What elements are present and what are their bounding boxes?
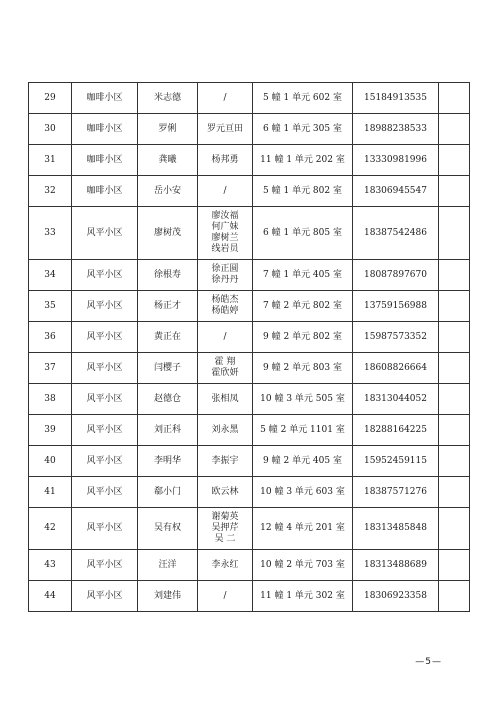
family-member-name: 杨邦勇 [211,154,239,165]
notes-cell [439,207,470,260]
notes-cell [439,550,470,581]
table-row [29,83,470,114]
community-cell: 风平小区 [72,322,138,353]
table-row [29,415,470,446]
family-member-name: 欧云林 [211,486,239,497]
household-head-cell: 刘建伟 [138,581,198,612]
notes-cell [439,415,470,446]
address-cell: 10 幢 3 单元 603 室 [253,477,353,508]
table-row [29,322,470,353]
row-number-cell: 39 [29,415,72,446]
family-member-name: / [223,331,227,342]
family-member-name: 徐丹丹 [211,275,239,285]
table-row [29,353,470,384]
family-member-name: 吴押芹 [211,523,239,533]
notes-cell [439,291,470,322]
household-head-cell: 李明华 [138,446,198,477]
family-member-name: 霍 翔 [214,357,236,367]
family-members-cell [198,145,253,176]
notes-cell [439,114,470,145]
community-cell: 风平小区 [72,508,138,550]
family-member-name: 廖树兰 [211,233,239,243]
row-number-cell: 31 [29,145,72,176]
table-body [29,83,470,612]
notes-cell [439,322,470,353]
table-row [29,477,470,508]
family-members-cell [198,384,253,415]
family-members-cell [198,260,253,291]
row-number-cell: 44 [29,581,72,612]
phone-cell: 18288164225 [353,415,439,446]
family-member-name: 线岩员 [211,244,239,254]
row-number-cell: 42 [29,508,72,550]
row-number-cell: 29 [29,83,72,114]
family-member-name: 杨皓杰 [211,295,239,305]
row-number-cell: 43 [29,550,72,581]
family-member-name: / [223,92,227,103]
community-cell: 风平小区 [72,581,138,612]
phone-cell: 18608826664 [353,353,439,384]
phone-cell: 15184913535 [353,83,439,114]
notes-cell [439,176,470,207]
household-head-cell: 吴有权 [138,508,198,550]
family-members-cell [198,477,253,508]
family-members-cell [198,83,253,114]
row-number-cell: 30 [29,114,72,145]
community-cell: 咖啡小区 [72,145,138,176]
row-number-cell: 36 [29,322,72,353]
row-number-cell: 34 [29,260,72,291]
family-members-cell [198,114,253,145]
row-number-cell: 38 [29,384,72,415]
household-head-cell: 黄正在 [138,322,198,353]
address-cell: 9 幢 2 单元 802 室 [253,322,353,353]
community-cell: 风平小区 [72,477,138,508]
family-member-name: 吴 二 [214,534,236,544]
family-member-name: 廖汝福 [211,211,239,221]
address-cell: 5 幢 1 单元 602 室 [253,83,353,114]
household-head-cell: 岳小安 [138,176,198,207]
household-head-cell: 廖树茂 [138,207,198,260]
row-number-cell: 32 [29,176,72,207]
household-head-cell: 米志德 [138,83,198,114]
address-cell: 5 幢 2 单元 1101 室 [253,415,353,446]
phone-cell: 15952459115 [353,446,439,477]
table-row [29,176,470,207]
page-number: —5— [415,657,442,667]
family-member-name: 谢菊英 [211,512,239,522]
phone-cell: 13759156988 [353,291,439,322]
household-head-cell: 汪洋 [138,550,198,581]
family-members-cell [198,550,253,581]
notes-cell [439,477,470,508]
family-member-name: 李永红 [211,559,239,570]
family-members-cell [198,508,253,550]
family-members-cell [198,415,253,446]
family-member-name: 霍欣妍 [211,368,239,378]
community-cell: 风平小区 [72,260,138,291]
row-number-cell: 40 [29,446,72,477]
community-cell: 风平小区 [72,415,138,446]
community-cell: 风平小区 [72,207,138,260]
table-row [29,260,470,291]
row-number-cell: 37 [29,353,72,384]
family-member-name: 徐正圆 [211,264,239,274]
phone-cell: 18306923358 [353,581,439,612]
family-members-cell [198,291,253,322]
family-members-cell [198,446,253,477]
phone-cell: 18087897670 [353,260,439,291]
household-head-cell: 刘正科 [138,415,198,446]
notes-cell [439,353,470,384]
table-row [29,145,470,176]
phone-cell: 18387542486 [353,207,439,260]
table-row [29,550,470,581]
family-member-name: / [223,185,227,196]
row-number-cell: 41 [29,477,72,508]
community-cell: 风平小区 [72,291,138,322]
table-row [29,207,470,260]
notes-cell [439,83,470,114]
address-cell: 6 幢 1 单元 305 室 [253,114,353,145]
phone-cell: 15987573352 [353,322,439,353]
address-cell: 9 幢 2 单元 803 室 [253,353,353,384]
family-members-cell [198,581,253,612]
household-head-cell: 郗小门 [138,477,198,508]
family-members-cell [198,353,253,384]
address-cell: 11 幢 1 单元 202 室 [253,145,353,176]
address-cell: 6 幢 1 单元 805 室 [253,207,353,260]
row-number-cell: 33 [29,207,72,260]
household-table [28,82,470,612]
household-head-cell: 徐根寿 [138,260,198,291]
household-head-cell: 闫樱子 [138,353,198,384]
notes-cell [439,260,470,291]
family-member-name: 何广妹 [211,222,239,232]
address-cell: 7 幢 2 单元 802 室 [253,291,353,322]
family-member-name: / [223,590,227,601]
family-member-name: 张相凤 [211,393,239,404]
community-cell: 风平小区 [72,550,138,581]
community-cell: 风平小区 [72,384,138,415]
table-row [29,446,470,477]
notes-cell [439,384,470,415]
table-row [29,508,470,550]
notes-cell [439,446,470,477]
phone-cell: 18313044052 [353,384,439,415]
community-cell: 风平小区 [72,446,138,477]
address-cell: 7 幢 1 单元 405 室 [253,260,353,291]
family-member-name: 李振宇 [211,455,239,466]
family-members-cell [198,176,253,207]
table-row [29,581,470,612]
table-row [29,384,470,415]
address-cell: 9 幢 2 单元 405 室 [253,446,353,477]
phone-cell: 18313485848 [353,508,439,550]
phone-cell: 18387571276 [353,477,439,508]
family-member-name: 杨皓婷 [211,306,239,316]
phone-cell: 18988238533 [353,114,439,145]
phone-cell: 13330981996 [353,145,439,176]
community-cell: 咖啡小区 [72,176,138,207]
family-members-cell [198,322,253,353]
phone-cell: 18313488689 [353,550,439,581]
community-cell: 风平小区 [72,353,138,384]
household-head-cell: 杨正才 [138,291,198,322]
notes-cell [439,508,470,550]
notes-cell [439,581,470,612]
family-member-name: 刘永黑 [211,424,239,435]
address-cell: 5 幢 1 单元 802 室 [253,176,353,207]
phone-cell: 18306945547 [353,176,439,207]
table-row [29,114,470,145]
household-head-cell: 龚曦 [138,145,198,176]
table-row [29,291,470,322]
address-cell: 10 幢 2 单元 703 室 [253,550,353,581]
family-members-cell [198,207,253,260]
row-number-cell: 35 [29,291,72,322]
notes-cell [439,145,470,176]
household-head-cell: 赵德仓 [138,384,198,415]
address-cell: 10 幢 3 单元 505 室 [253,384,353,415]
community-cell: 咖啡小区 [72,83,138,114]
community-cell: 咖啡小区 [72,114,138,145]
address-cell: 11 幢 1 单元 302 室 [253,581,353,612]
household-head-cell: 罗俐 [138,114,198,145]
address-cell: 12 幢 4 单元 201 室 [253,508,353,550]
family-member-name: 罗元亘田 [206,123,243,134]
